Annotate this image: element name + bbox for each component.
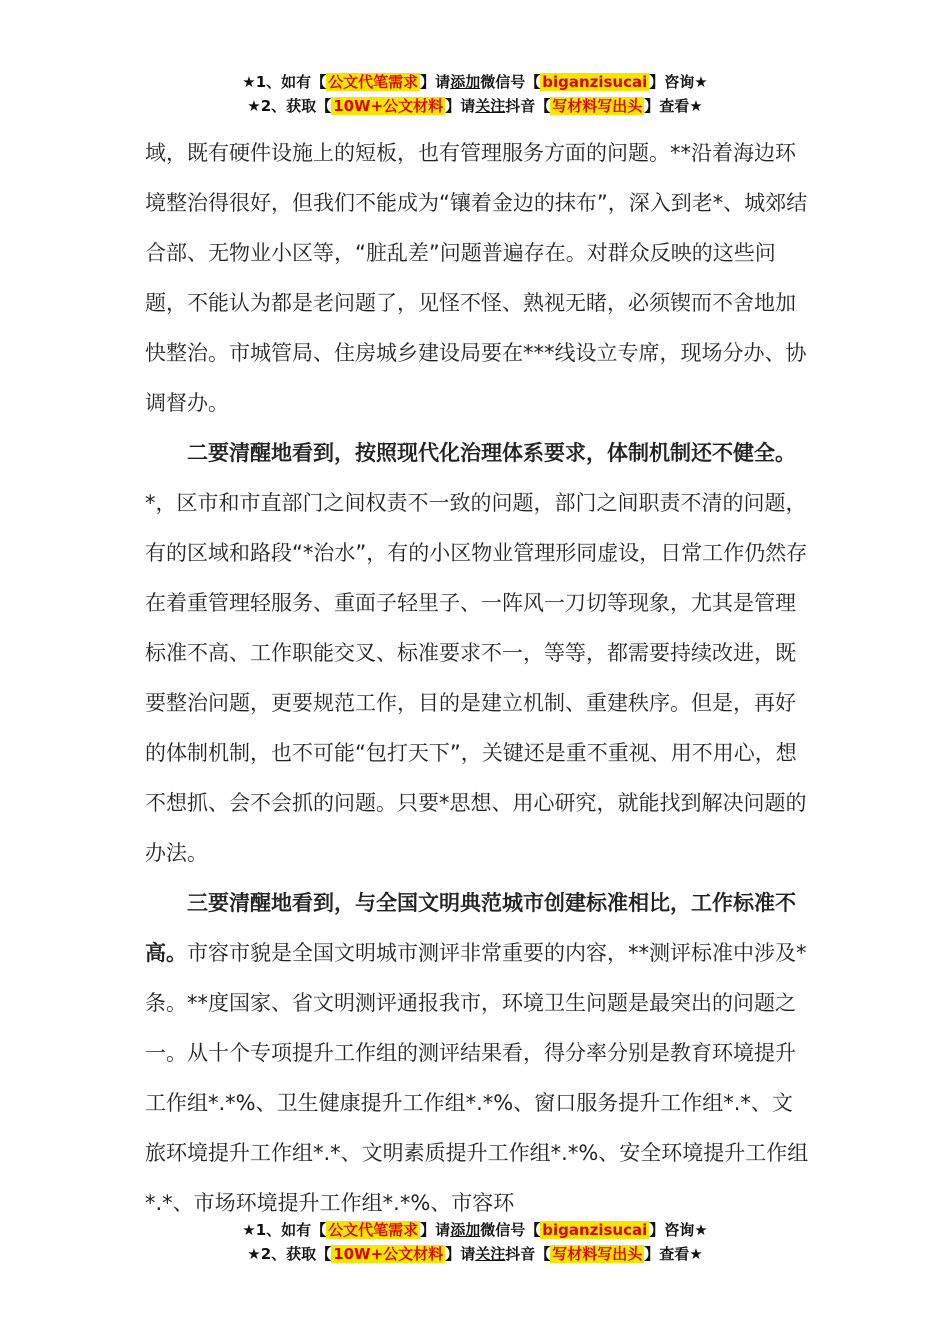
paragraph-2-lead: 二要清醒地看到，按照现代化治理体系要求，体制机制还不健全。: [187, 441, 796, 465]
footer-highlight-materials: 10W+公文材料: [333, 1245, 444, 1263]
paragraph-3: [145, 878, 810, 1228]
highlight-douyin: 写材料写出头: [552, 97, 643, 115]
footer-highlight-wechat-id: biganzisucai: [542, 1221, 648, 1239]
footer-banner: [0, 1218, 950, 1266]
highlight-wechat-id: biganzisucai: [542, 73, 648, 91]
highlight-ghostwriting: 公文代笔需求: [328, 73, 419, 91]
footer-highlight-ghostwriting: 公文代笔需求: [328, 1221, 419, 1239]
highlight-materials: 10W+公文材料: [333, 97, 444, 115]
banner-line-1: ★1、如有【 公文代笔需求 】请添加微信号【 biganzisucai 】咨询★: [242, 73, 708, 91]
footer-highlight-douyin: 写材料写出头: [552, 1245, 643, 1263]
banner-line-2: ★2、获取【 10W+公文材料 】请关注抖音【 写材料写出头 】查看★: [247, 97, 703, 115]
paragraph-2: [145, 428, 810, 878]
header-banner: [0, 70, 950, 118]
footer-line-1: ★1、如有【 公文代笔需求 】请添加微信号【 biganzisucai 】咨询★: [242, 1221, 708, 1239]
paragraph-2-text: *，区市和市直部门之间权责不一致的问题，部门之间职责不清的问题，有的区域和路段“*治水”，有的小区物业管理形同虚设，日常工作仍然存在着重管理轻服务、重面子轻里子、一阵风一刀切等现象，尤其是管理标准不高、工作职能交叉、标准要求不一，等等，都需要持续改进，既要整治问题，更要规范工作，目的是建立机制、重建秩序。但是，再好的体制机制，也不可能“包打天下”，关键还是重不重视、用不用心，想不想抓、会不会抓的问题。只要*思想、用心研究，就能找到解决问题的办法。: [145, 491, 808, 865]
paragraph-1: 域，既有硬件设施上的短板，也有管理服务方面的问题。**沿着海边环境整治得很好，但我们不能成为“镶着金边的抹布”，深入到老*、城郊结合部、无物业小区等，“脏乱差”问题普遍存在。对群众反映的这些问题，不能认为都是老问题了，见怪不怪、熟视无睹，必须锲而不舍地加快整治。市城管局、住房城乡建设局要在***线设立专席，现场分办、协调督办。: [145, 141, 808, 415]
footer-line-2: ★2、获取【 10W+公文材料 】请关注抖音【 写材料写出头 】查看★: [247, 1245, 703, 1263]
paragraph-3-text: 市容市貌是全国文明城市测评非常重要的内容，**测评标准中涉及*条。**度国家、省文明测评通报我市，环境卫生问题是最突出的问题之一。从十个专项提升工作组的测评结果看，得分率分别是教育环境提升工作组*.*%、卫生健康提升工作组*.*%、窗口服务提升工作组*.*、文旅环境提升工作组*.*、文明素质提升工作组*.*%、安全环境提升工作组*.*、市场环境提升工作组*.*%、市容环: [145, 941, 809, 1215]
document-body: [145, 128, 810, 1228]
paragraph-3-lead: 三要清醒地看到，与全国文明典范城市创建标准相比，工作标准不高。: [145, 891, 796, 965]
